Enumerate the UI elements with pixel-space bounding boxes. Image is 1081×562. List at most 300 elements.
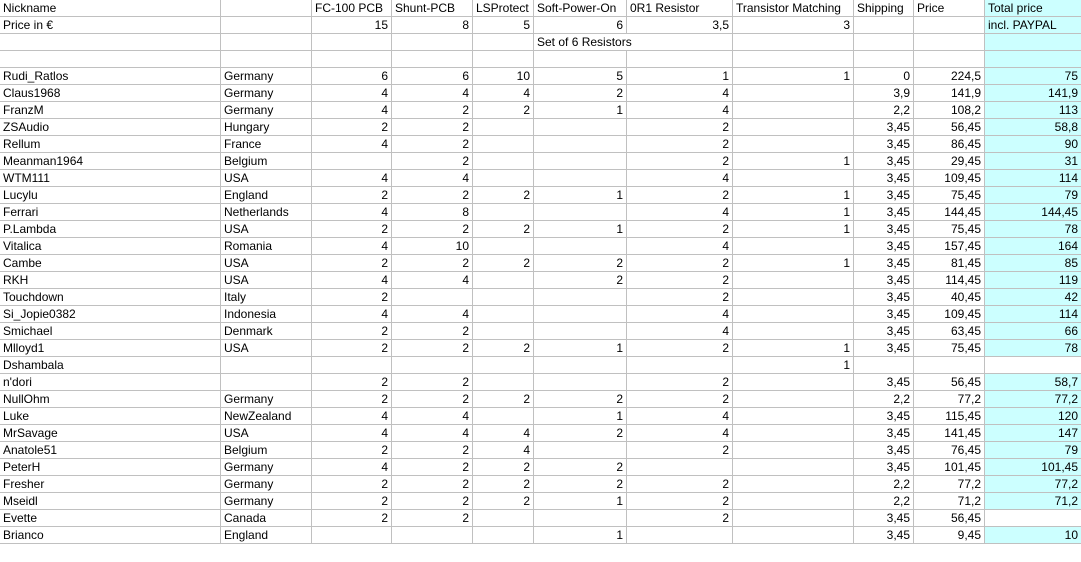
table-cell[interactable] bbox=[733, 442, 854, 459]
table-cell[interactable]: 63,45 bbox=[914, 323, 985, 340]
table-cell[interactable]: 3,45 bbox=[854, 442, 914, 459]
table-cell[interactable] bbox=[392, 289, 473, 306]
table-cell[interactable]: 108,2 bbox=[914, 102, 985, 119]
table-cell[interactable] bbox=[473, 357, 534, 374]
table-cell[interactable] bbox=[733, 425, 854, 442]
table-cell[interactable]: 2 bbox=[392, 510, 473, 527]
table-cell[interactable] bbox=[733, 306, 854, 323]
country-cell[interactable]: Germany bbox=[221, 459, 312, 476]
total-cell[interactable]: 71,2 bbox=[985, 493, 1081, 510]
country-cell[interactable]: Denmark bbox=[221, 323, 312, 340]
table-cell[interactable]: 1 bbox=[733, 255, 854, 272]
price-cell[interactable]: Price in € bbox=[0, 17, 221, 34]
table-cell[interactable]: 2 bbox=[312, 340, 392, 357]
table-cell[interactable]: 101,45 bbox=[914, 459, 985, 476]
table-cell[interactable] bbox=[627, 357, 733, 374]
price-cell[interactable]: 5 bbox=[473, 17, 534, 34]
table-cell[interactable] bbox=[733, 85, 854, 102]
country-cell[interactable]: Germany bbox=[221, 391, 312, 408]
table-cell[interactable] bbox=[312, 153, 392, 170]
table-cell[interactable]: 75,45 bbox=[914, 221, 985, 238]
table-cell[interactable]: 2 bbox=[627, 255, 733, 272]
table-cell[interactable]: 2 bbox=[392, 391, 473, 408]
table-cell[interactable]: 114,45 bbox=[914, 272, 985, 289]
table-cell[interactable]: 4 bbox=[312, 425, 392, 442]
table-cell[interactable]: 1 bbox=[534, 221, 627, 238]
table-cell[interactable]: 3,45 bbox=[854, 425, 914, 442]
table-cell[interactable]: 2 bbox=[312, 289, 392, 306]
table-cell[interactable]: 29,45 bbox=[914, 153, 985, 170]
price-cell[interactable]: 8 bbox=[392, 17, 473, 34]
table-cell[interactable]: 1 bbox=[627, 68, 733, 85]
table-cell[interactable]: 109,45 bbox=[914, 306, 985, 323]
table-cell[interactable] bbox=[534, 136, 627, 153]
table-cell[interactable]: 2 bbox=[392, 136, 473, 153]
total-cell[interactable]: 90 bbox=[985, 136, 1081, 153]
table-cell[interactable]: 2 bbox=[312, 510, 392, 527]
table-cell[interactable]: 2 bbox=[392, 476, 473, 493]
table-cell[interactable]: 4 bbox=[627, 306, 733, 323]
table-cell[interactable] bbox=[733, 510, 854, 527]
table-cell[interactable]: 1 bbox=[733, 357, 854, 374]
price-cell[interactable]: 3,5 bbox=[627, 17, 733, 34]
table-cell[interactable] bbox=[534, 357, 627, 374]
table-cell[interactable]: 2 bbox=[312, 442, 392, 459]
table-cell[interactable]: 2 bbox=[392, 119, 473, 136]
note-cell[interactable]: Set of 6 Resistors bbox=[534, 34, 733, 51]
table-cell[interactable]: 4 bbox=[627, 170, 733, 187]
table-cell[interactable]: 2 bbox=[473, 493, 534, 510]
table-cell[interactable]: 2 bbox=[392, 459, 473, 476]
empty-cell[interactable] bbox=[312, 34, 392, 51]
table-cell[interactable]: 141,9 bbox=[914, 85, 985, 102]
empty-cell[interactable] bbox=[392, 34, 473, 51]
table-cell[interactable]: 3,45 bbox=[854, 459, 914, 476]
table-cell[interactable]: 2 bbox=[392, 153, 473, 170]
table-cell[interactable] bbox=[733, 136, 854, 153]
nickname-cell[interactable]: Brianco bbox=[0, 527, 221, 544]
table-cell[interactable]: 2 bbox=[312, 374, 392, 391]
table-cell[interactable] bbox=[733, 323, 854, 340]
table-cell[interactable]: 1 bbox=[733, 204, 854, 221]
table-cell[interactable]: 2 bbox=[627, 391, 733, 408]
empty-cell[interactable] bbox=[914, 34, 985, 51]
empty-cell[interactable] bbox=[473, 34, 534, 51]
table-cell[interactable] bbox=[627, 459, 733, 476]
price-cell[interactable]: 15 bbox=[312, 17, 392, 34]
nickname-cell[interactable]: Si_Jopie0382 bbox=[0, 306, 221, 323]
table-cell[interactable] bbox=[534, 442, 627, 459]
table-cell[interactable]: 3,45 bbox=[854, 340, 914, 357]
table-cell[interactable]: 3,45 bbox=[854, 306, 914, 323]
nickname-cell[interactable]: Rellum bbox=[0, 136, 221, 153]
table-cell[interactable]: 2 bbox=[312, 187, 392, 204]
table-cell[interactable]: 2 bbox=[627, 221, 733, 238]
table-cell[interactable]: 2 bbox=[392, 442, 473, 459]
table-cell[interactable]: 1 bbox=[534, 408, 627, 425]
country-cell[interactable]: Indonesia bbox=[221, 306, 312, 323]
table-cell[interactable]: 2 bbox=[473, 340, 534, 357]
nickname-cell[interactable]: n'dori bbox=[0, 374, 221, 391]
table-cell[interactable]: 2 bbox=[473, 459, 534, 476]
price-cell[interactable]: 3 bbox=[733, 17, 854, 34]
empty-cell[interactable] bbox=[733, 51, 854, 68]
table-cell[interactable] bbox=[473, 136, 534, 153]
table-cell[interactable]: 2 bbox=[473, 255, 534, 272]
empty-cell[interactable] bbox=[392, 51, 473, 68]
nickname-cell[interactable]: Claus1968 bbox=[0, 85, 221, 102]
table-cell[interactable]: 2 bbox=[627, 340, 733, 357]
total-cell[interactable]: 78 bbox=[985, 221, 1081, 238]
table-cell[interactable]: 2 bbox=[534, 476, 627, 493]
table-cell[interactable] bbox=[312, 357, 392, 374]
table-cell[interactable]: 4 bbox=[627, 425, 733, 442]
price-cell[interactable] bbox=[221, 17, 312, 34]
table-cell[interactable] bbox=[733, 459, 854, 476]
total-cell[interactable]: 164 bbox=[985, 238, 1081, 255]
table-cell[interactable] bbox=[627, 527, 733, 544]
table-cell[interactable]: 3,45 bbox=[854, 272, 914, 289]
table-cell[interactable]: 2 bbox=[473, 476, 534, 493]
table-cell[interactable] bbox=[312, 527, 392, 544]
table-cell[interactable]: 40,45 bbox=[914, 289, 985, 306]
total-cell[interactable]: 141,9 bbox=[985, 85, 1081, 102]
table-cell[interactable]: 3,45 bbox=[854, 153, 914, 170]
table-cell[interactable]: 2 bbox=[312, 323, 392, 340]
table-cell[interactable]: 4 bbox=[312, 306, 392, 323]
total-cell[interactable]: 147 bbox=[985, 425, 1081, 442]
nickname-cell[interactable]: Vitalica bbox=[0, 238, 221, 255]
total-cell[interactable]: 120 bbox=[985, 408, 1081, 425]
nickname-cell[interactable]: RKH bbox=[0, 272, 221, 289]
table-cell[interactable] bbox=[854, 357, 914, 374]
country-cell[interactable]: Hungary bbox=[221, 119, 312, 136]
table-cell[interactable]: 4 bbox=[473, 85, 534, 102]
table-cell[interactable]: 2 bbox=[312, 119, 392, 136]
empty-cell[interactable] bbox=[733, 34, 854, 51]
nickname-cell[interactable]: Ferrari bbox=[0, 204, 221, 221]
table-cell[interactable] bbox=[733, 408, 854, 425]
table-cell[interactable]: 1 bbox=[733, 187, 854, 204]
table-cell[interactable]: 77,2 bbox=[914, 476, 985, 493]
country-cell[interactable]: England bbox=[221, 527, 312, 544]
table-cell[interactable] bbox=[473, 204, 534, 221]
table-cell[interactable]: 2 bbox=[627, 289, 733, 306]
table-cell[interactable] bbox=[534, 153, 627, 170]
table-cell[interactable]: 2 bbox=[312, 221, 392, 238]
table-cell[interactable]: 2,2 bbox=[854, 476, 914, 493]
table-cell[interactable]: 2 bbox=[312, 493, 392, 510]
country-cell[interactable]: England bbox=[221, 187, 312, 204]
nickname-cell[interactable]: P.Lambda bbox=[0, 221, 221, 238]
table-cell[interactable]: 56,45 bbox=[914, 119, 985, 136]
table-cell[interactable]: 3,45 bbox=[854, 323, 914, 340]
table-cell[interactable]: 3,45 bbox=[854, 136, 914, 153]
total-cell[interactable]: 85 bbox=[985, 255, 1081, 272]
empty-cell[interactable] bbox=[534, 51, 627, 68]
total-cell[interactable]: 79 bbox=[985, 187, 1081, 204]
table-cell[interactable] bbox=[473, 408, 534, 425]
country-cell[interactable]: USA bbox=[221, 170, 312, 187]
table-cell[interactable] bbox=[733, 102, 854, 119]
table-cell[interactable]: 2 bbox=[534, 459, 627, 476]
empty-cell[interactable] bbox=[985, 51, 1081, 68]
table-cell[interactable]: 2 bbox=[627, 374, 733, 391]
table-cell[interactable] bbox=[473, 119, 534, 136]
nickname-cell[interactable]: PeterH bbox=[0, 459, 221, 476]
empty-cell[interactable] bbox=[0, 51, 221, 68]
header-cell[interactable] bbox=[221, 0, 312, 17]
nickname-cell[interactable]: Cambe bbox=[0, 255, 221, 272]
nickname-cell[interactable]: Mlloyd1 bbox=[0, 340, 221, 357]
empty-cell[interactable] bbox=[221, 34, 312, 51]
nickname-cell[interactable]: MrSavage bbox=[0, 425, 221, 442]
table-cell[interactable]: 4 bbox=[312, 272, 392, 289]
table-cell[interactable]: 1 bbox=[534, 527, 627, 544]
empty-cell[interactable] bbox=[985, 34, 1081, 51]
table-cell[interactable] bbox=[733, 272, 854, 289]
table-cell[interactable]: 86,45 bbox=[914, 136, 985, 153]
table-cell[interactable]: 75,45 bbox=[914, 187, 985, 204]
table-cell[interactable]: 4 bbox=[312, 85, 392, 102]
table-cell[interactable] bbox=[534, 170, 627, 187]
table-cell[interactable]: 77,2 bbox=[914, 391, 985, 408]
table-cell[interactable]: 2 bbox=[392, 187, 473, 204]
table-cell[interactable]: 2 bbox=[627, 442, 733, 459]
table-cell[interactable]: 2 bbox=[627, 493, 733, 510]
table-cell[interactable]: 4 bbox=[473, 425, 534, 442]
table-cell[interactable]: 75,45 bbox=[914, 340, 985, 357]
table-cell[interactable]: 3,45 bbox=[854, 289, 914, 306]
nickname-cell[interactable]: Rudi_Ratlos bbox=[0, 68, 221, 85]
country-cell[interactable]: Italy bbox=[221, 289, 312, 306]
table-cell[interactable] bbox=[534, 306, 627, 323]
table-cell[interactable]: 4 bbox=[627, 408, 733, 425]
table-cell[interactable]: 2 bbox=[534, 425, 627, 442]
total-cell[interactable]: 31 bbox=[985, 153, 1081, 170]
table-cell[interactable]: 4 bbox=[312, 102, 392, 119]
table-cell[interactable] bbox=[473, 153, 534, 170]
table-cell[interactable]: 4 bbox=[392, 306, 473, 323]
table-cell[interactable]: 4 bbox=[627, 238, 733, 255]
table-cell[interactable] bbox=[473, 510, 534, 527]
table-cell[interactable]: 76,45 bbox=[914, 442, 985, 459]
table-cell[interactable]: 71,2 bbox=[914, 493, 985, 510]
table-cell[interactable]: 9,45 bbox=[914, 527, 985, 544]
table-cell[interactable]: 4 bbox=[627, 204, 733, 221]
table-cell[interactable]: 2 bbox=[392, 102, 473, 119]
table-cell[interactable]: 2 bbox=[392, 255, 473, 272]
empty-cell[interactable] bbox=[914, 51, 985, 68]
nickname-cell[interactable]: FranzM bbox=[0, 102, 221, 119]
country-cell[interactable]: USA bbox=[221, 425, 312, 442]
country-cell[interactable]: Belgium bbox=[221, 153, 312, 170]
table-cell[interactable]: 224,5 bbox=[914, 68, 985, 85]
table-cell[interactable]: 3,45 bbox=[854, 408, 914, 425]
table-cell[interactable]: 141,45 bbox=[914, 425, 985, 442]
empty-cell[interactable] bbox=[221, 51, 312, 68]
table-cell[interactable]: 3,45 bbox=[854, 374, 914, 391]
nickname-cell[interactable]: Luke bbox=[0, 408, 221, 425]
total-cell[interactable]: 66 bbox=[985, 323, 1081, 340]
empty-cell[interactable] bbox=[854, 34, 914, 51]
table-cell[interactable]: 4 bbox=[627, 102, 733, 119]
table-cell[interactable]: 3,45 bbox=[854, 510, 914, 527]
table-cell[interactable]: 3,9 bbox=[854, 85, 914, 102]
table-cell[interactable]: 0 bbox=[854, 68, 914, 85]
table-cell[interactable] bbox=[733, 238, 854, 255]
table-cell[interactable]: 8 bbox=[392, 204, 473, 221]
table-cell[interactable] bbox=[733, 493, 854, 510]
nickname-cell[interactable]: Fresher bbox=[0, 476, 221, 493]
nickname-cell[interactable]: Lucylu bbox=[0, 187, 221, 204]
header-cell[interactable]: LSProtect bbox=[473, 0, 534, 17]
table-cell[interactable]: 3,45 bbox=[854, 187, 914, 204]
empty-cell[interactable] bbox=[854, 51, 914, 68]
table-cell[interactable]: 81,45 bbox=[914, 255, 985, 272]
table-cell[interactable] bbox=[534, 204, 627, 221]
table-cell[interactable]: 157,45 bbox=[914, 238, 985, 255]
total-cell[interactable]: 77,2 bbox=[985, 391, 1081, 408]
total-cell[interactable]: 113 bbox=[985, 102, 1081, 119]
country-cell[interactable]: Canada bbox=[221, 510, 312, 527]
table-cell[interactable] bbox=[392, 527, 473, 544]
header-cell[interactable]: Price bbox=[914, 0, 985, 17]
table-cell[interactable]: 2 bbox=[627, 272, 733, 289]
header-cell[interactable]: Shipping bbox=[854, 0, 914, 17]
total-cell[interactable]: 78 bbox=[985, 340, 1081, 357]
table-cell[interactable] bbox=[473, 306, 534, 323]
total-cell[interactable]: 119 bbox=[985, 272, 1081, 289]
table-cell[interactable] bbox=[473, 272, 534, 289]
country-cell[interactable]: Netherlands bbox=[221, 204, 312, 221]
table-cell[interactable]: 2 bbox=[473, 102, 534, 119]
header-cell[interactable]: Shunt-PCB bbox=[392, 0, 473, 17]
table-cell[interactable]: 2 bbox=[627, 119, 733, 136]
table-cell[interactable]: 2,2 bbox=[854, 102, 914, 119]
country-cell[interactable]: Germany bbox=[221, 85, 312, 102]
country-cell[interactable]: Germany bbox=[221, 493, 312, 510]
country-cell[interactable]: France bbox=[221, 136, 312, 153]
nickname-cell[interactable]: Meanman1964 bbox=[0, 153, 221, 170]
table-cell[interactable]: 109,45 bbox=[914, 170, 985, 187]
country-cell[interactable]: USA bbox=[221, 340, 312, 357]
table-cell[interactable]: 4 bbox=[312, 459, 392, 476]
table-cell[interactable]: 2 bbox=[627, 153, 733, 170]
table-cell[interactable]: 2 bbox=[473, 391, 534, 408]
table-cell[interactable]: 2 bbox=[473, 187, 534, 204]
table-cell[interactable]: 2 bbox=[473, 221, 534, 238]
table-cell[interactable]: 56,45 bbox=[914, 374, 985, 391]
table-cell[interactable]: 1 bbox=[534, 493, 627, 510]
table-cell[interactable]: 2 bbox=[312, 391, 392, 408]
table-cell[interactable]: 3,45 bbox=[854, 204, 914, 221]
price-cell[interactable]: 6 bbox=[534, 17, 627, 34]
table-cell[interactable] bbox=[473, 238, 534, 255]
table-cell[interactable] bbox=[733, 527, 854, 544]
table-cell[interactable] bbox=[733, 170, 854, 187]
table-cell[interactable] bbox=[914, 357, 985, 374]
table-cell[interactable] bbox=[473, 374, 534, 391]
table-cell[interactable]: 1 bbox=[534, 102, 627, 119]
table-cell[interactable] bbox=[473, 323, 534, 340]
country-cell[interactable]: USA bbox=[221, 221, 312, 238]
table-cell[interactable]: 6 bbox=[312, 68, 392, 85]
table-cell[interactable]: 115,45 bbox=[914, 408, 985, 425]
country-cell[interactable] bbox=[221, 357, 312, 374]
table-cell[interactable]: 2 bbox=[312, 255, 392, 272]
table-cell[interactable]: 4 bbox=[312, 204, 392, 221]
table-cell[interactable]: 6 bbox=[392, 68, 473, 85]
table-cell[interactable]: 2,2 bbox=[854, 391, 914, 408]
nickname-cell[interactable]: Smichael bbox=[0, 323, 221, 340]
nickname-cell[interactable]: Dshambala bbox=[0, 357, 221, 374]
total-cell[interactable]: 79 bbox=[985, 442, 1081, 459]
table-cell[interactable]: 2 bbox=[312, 476, 392, 493]
total-cell[interactable]: 42 bbox=[985, 289, 1081, 306]
table-cell[interactable]: 2 bbox=[627, 136, 733, 153]
table-cell[interactable] bbox=[733, 391, 854, 408]
table-cell[interactable] bbox=[473, 170, 534, 187]
table-cell[interactable]: 3,45 bbox=[854, 255, 914, 272]
total-cell[interactable]: 144,45 bbox=[985, 204, 1081, 221]
country-cell[interactable]: USA bbox=[221, 255, 312, 272]
table-cell[interactable]: 4 bbox=[312, 238, 392, 255]
table-cell[interactable]: 4 bbox=[392, 85, 473, 102]
total-cell[interactable]: 58,7 bbox=[985, 374, 1081, 391]
table-cell[interactable] bbox=[534, 119, 627, 136]
table-cell[interactable]: 3,45 bbox=[854, 221, 914, 238]
total-cell[interactable]: 114 bbox=[985, 170, 1081, 187]
table-cell[interactable]: 56,45 bbox=[914, 510, 985, 527]
table-cell[interactable]: 1 bbox=[733, 153, 854, 170]
table-cell[interactable]: 2 bbox=[392, 374, 473, 391]
country-cell[interactable]: USA bbox=[221, 272, 312, 289]
table-cell[interactable]: 2 bbox=[534, 85, 627, 102]
nickname-cell[interactable]: ZSAudio bbox=[0, 119, 221, 136]
total-cell[interactable]: 101,45 bbox=[985, 459, 1081, 476]
table-cell[interactable]: 2 bbox=[627, 476, 733, 493]
table-cell[interactable]: 4 bbox=[312, 170, 392, 187]
nickname-cell[interactable]: Mseidl bbox=[0, 493, 221, 510]
nickname-cell[interactable]: Touchdown bbox=[0, 289, 221, 306]
price-cell[interactable] bbox=[854, 17, 914, 34]
table-cell[interactable]: 2 bbox=[392, 493, 473, 510]
table-cell[interactable]: 2 bbox=[534, 391, 627, 408]
table-cell[interactable]: 2,2 bbox=[854, 493, 914, 510]
total-cell[interactable] bbox=[985, 510, 1081, 527]
empty-cell[interactable] bbox=[312, 51, 392, 68]
table-cell[interactable]: 2 bbox=[392, 221, 473, 238]
country-cell[interactable]: Germany bbox=[221, 102, 312, 119]
header-cell[interactable]: Transistor Matching bbox=[733, 0, 854, 17]
table-cell[interactable]: 1 bbox=[733, 340, 854, 357]
table-cell[interactable]: 10 bbox=[392, 238, 473, 255]
table-cell[interactable]: 4 bbox=[392, 408, 473, 425]
header-cell[interactable]: Nickname bbox=[0, 0, 221, 17]
price-cell[interactable]: incl. PAYPAL bbox=[985, 17, 1081, 34]
table-cell[interactable]: 2 bbox=[392, 323, 473, 340]
table-cell[interactable] bbox=[733, 119, 854, 136]
table-cell[interactable]: 4 bbox=[473, 442, 534, 459]
table-cell[interactable]: 3,45 bbox=[854, 119, 914, 136]
table-cell[interactable]: 3,45 bbox=[854, 238, 914, 255]
total-cell[interactable] bbox=[985, 357, 1081, 374]
table-cell[interactable] bbox=[733, 476, 854, 493]
header-cell[interactable]: Soft-Power-On bbox=[534, 0, 627, 17]
table-cell[interactable] bbox=[534, 510, 627, 527]
table-cell[interactable] bbox=[473, 527, 534, 544]
